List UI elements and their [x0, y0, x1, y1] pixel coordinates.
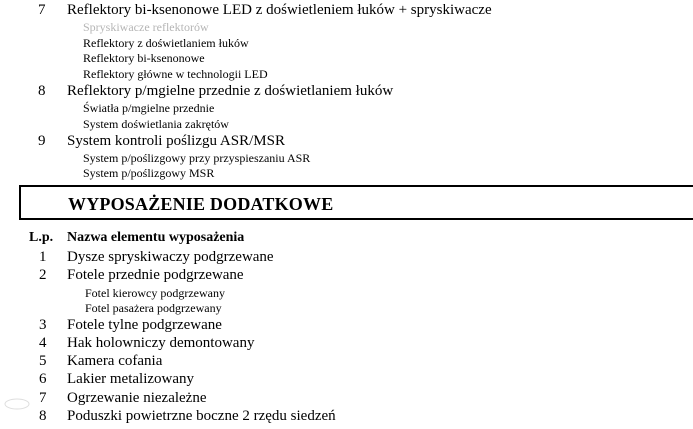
item-name: Kamera cofania	[67, 353, 163, 369]
item-number: 6	[39, 371, 47, 387]
column-header-lp: L.p.	[29, 230, 54, 245]
item-number: 5	[39, 353, 47, 369]
subitem-text: Reflektory bi-ksenonowe	[83, 51, 205, 65]
item-number: 7	[39, 390, 47, 406]
subitem-text: Fotel pasażera podgrzewany	[85, 301, 222, 315]
subitem-text: Reflektory z doświetlaniem łuków	[83, 36, 249, 50]
watermark-icon	[4, 398, 30, 410]
subitem-text: System p/poślizgowy MSR	[83, 166, 215, 180]
item-name: Hak holowniczy demontowany	[67, 335, 255, 351]
item-name: Ogrzewanie niezależne	[67, 390, 207, 406]
watermark-logo	[4, 398, 32, 412]
item-name: Lakier metalizowany	[67, 371, 195, 387]
item-name: Fotele przednie podgrzewane	[67, 267, 244, 283]
subitem-text: System p/poślizgowy przy przyspieszaniu ASR	[83, 151, 311, 165]
item-number: 9	[38, 133, 46, 149]
column-header-name: Nazwa elementu wyposażenia	[67, 230, 245, 245]
item-name: Reflektory bi-ksenonowe LED z doświetleniem łuków + spryskiwacze	[67, 2, 492, 18]
item-number: 1	[39, 249, 47, 265]
item-name: Fotele tylne podgrzewane	[67, 317, 222, 333]
item-number: 3	[39, 317, 47, 333]
item-number: 2	[39, 267, 47, 283]
section-title: WYPOSAŻENIE DODATKOWE	[68, 194, 334, 214]
item-name: System kontroli poślizgu ASR/MSR	[67, 133, 285, 149]
subitem-text: Fotel kierowcy podgrzewany	[85, 286, 225, 300]
item-number: 8	[38, 83, 46, 99]
item-number: 8	[39, 408, 47, 424]
item-number: 4	[39, 335, 47, 351]
subitem-text: Światła p/mgielne przednie	[83, 101, 215, 115]
item-name: Reflektory p/mgielne przednie z doświetlaniem łuków	[67, 83, 394, 99]
subitem-text: System doświetlania zakrętów	[83, 117, 229, 131]
subitem-text: Reflektory główne w technologii LED	[83, 67, 268, 81]
subitem-text: Spryskiwacze reflektorów	[83, 20, 209, 34]
section-header-box	[19, 185, 693, 220]
item-name: Poduszki powietrzne boczne 2 rzędu siedzeń	[67, 408, 336, 424]
item-number: 7	[38, 2, 46, 18]
item-name: Dysze spryskiwaczy podgrzewane	[67, 249, 274, 265]
